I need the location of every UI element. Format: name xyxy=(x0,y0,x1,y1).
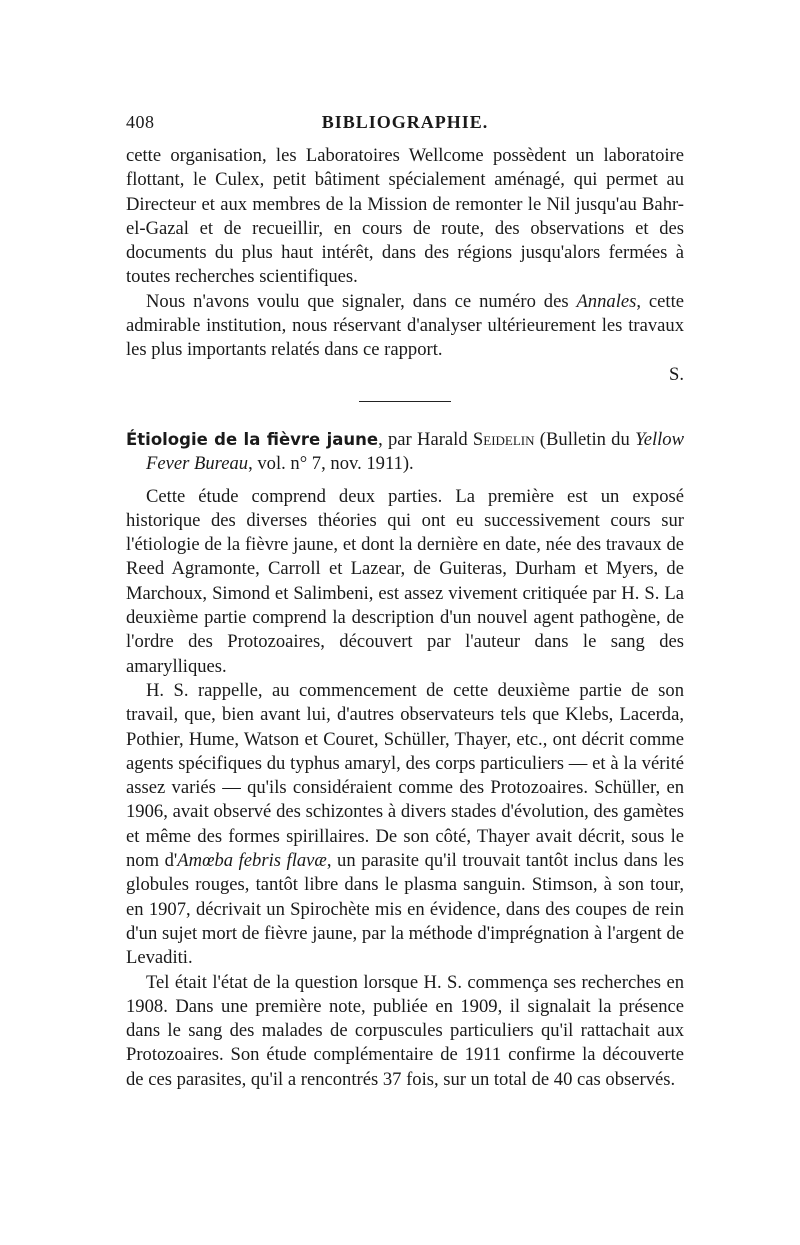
page-number: 408 xyxy=(126,112,155,132)
journal-name: Annales xyxy=(576,290,637,312)
text-span: , par Harald xyxy=(378,428,473,450)
text-span: H. S. rappelle, au commencement de cette deuxième partie de son travail, que, bien avant lui, d'autres observateurs tels que Klebs, Lacerda, Pothier, Hume, Watson et Couret, Schüller, Thayer, etc., ont décrit comme agents spécifiques du typhus amaryl, des corps particuliers — et à la vérité assez variés — qu'ils considéraient comme des Protozoaires. Schüller, en 1906, avait observé des schizontes à divers stades d'évolution, des gamètes et même des formes spirillaires. De son côté, Thayer avait décrit, sous le nom d' xyxy=(126,679,684,872)
text-span: , un parasite qu'il trouvait tantôt inclus dans les globules rouges, tantôt libre dans le plasma sanguin. Stimson, à son tour, en 1907, décrivait un Spirochète mis en évidence, dans des coupes de rein d'un sujet mort de fièvre jaune, par la méthode d'imprégnation à l'argent de Levaditi. xyxy=(126,850,684,969)
review-heading xyxy=(126,428,684,477)
text-span: Nous n'avons voulu que signaler, dans ce numéro des xyxy=(146,290,577,312)
species-name: Amœba febris flavæ xyxy=(177,850,327,872)
paragraph-conclusion xyxy=(126,290,684,363)
review-paragraph-1: Cette étude comprend deux parties. La première est un exposé historique des diverses théories qui ont eu successivement cours sur l'étiologie de la fièvre jaune, et dont la dernière en date, née des travaux de Reed Agramonte, Carroll et Lazear, de Guiteras, Durham et Myers, de Marchoux, Simond et Salimbeni, est assez vivement critiquée par H. S. La deuxième partie comprend la description d'un nouvel agent pathogène, de l'ordre des Protozoaires, découvert par l'auteur dans le sang des amarylliques. xyxy=(126,485,684,677)
page-body xyxy=(126,144,684,1092)
review-title: Étiologie de la fièvre jaune xyxy=(126,429,379,449)
review-author: Seidelin xyxy=(472,428,535,450)
paragraph-continuation: cette organisation, les Laboratoires Wellcome possèdent un laboratoire flottant, le Culex, petit bâtiment spécialement aménagé, qui permet au Directeur et aux membres de la Mission de remonter le Nil jusqu'au Bahr-el-Gazal et de recueillir, en cours de route, des observations et des documents du plus haut intérêt, dans des régions jusqu'alors fermées à toutes recherches scientifiques. xyxy=(126,145,684,288)
review-signature: S. xyxy=(669,363,684,385)
section-separator xyxy=(359,401,451,402)
book-page xyxy=(126,112,684,1092)
text-span: , vol. n° 7, nov. 1911). xyxy=(248,453,414,475)
review-paragraph-3: Tel était l'état de la question lorsque H. S. commença ses recherches en 1908. Dans une première note, publiée en 1909, il signalait la présence dans le sang des malades de corpuscules particuliers qu'il rattachait aux Protozoaires. Son étude complémentaire de 1911 confirme la découverte de ces parasites, qu'il a rencontrés 37 fois, sur un total de 40 cas observés. xyxy=(126,971,684,1090)
page-header xyxy=(126,112,684,138)
text-span: , cette admirable institution, nous réservant d'analyser ultérieurement les travaux les plus importants relatés dans ce rapport. xyxy=(126,290,684,361)
text-span: (Bulletin du xyxy=(534,428,636,450)
running-title: BIBLIOGRAPHIE. xyxy=(321,112,489,132)
review-paragraph-2 xyxy=(126,679,684,971)
source-title: Yellow Fever Bureau xyxy=(146,428,684,475)
